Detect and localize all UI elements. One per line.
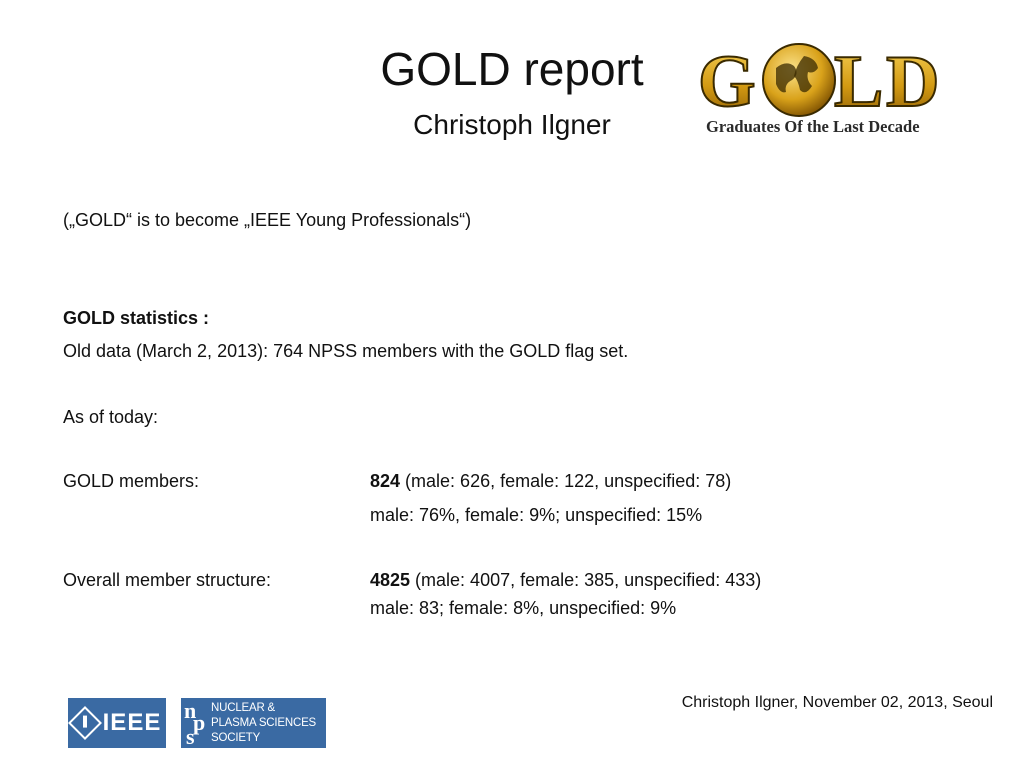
overall-total: 4825 <box>370 570 411 590</box>
svg-text:D: D <box>886 41 940 123</box>
npss-emblem-icon: n p s <box>184 698 206 749</box>
gold-members-total: 824 <box>370 471 401 491</box>
gold-members-percent: male: 76%, female: 9%; unspecified: 15% <box>370 505 703 525</box>
footer-text: Christoph Ilgner, November 02, 2013, Seoul <box>681 694 993 711</box>
stats-heading: GOLD statistics : <box>63 308 210 328</box>
npss-line-1: NUCLEAR & <box>211 701 276 714</box>
gold-tagline: Graduates Of the Last Decade <box>706 117 920 136</box>
overall-breakdown: (male: 4007, female: 385, unspecified: 433) <box>410 570 762 590</box>
ieee-logo <box>68 698 166 748</box>
gold-members-breakdown: (male: 626, female: 122, unspecified: 78) <box>400 471 732 491</box>
gold-logo <box>696 38 968 140</box>
svg-text:L: L <box>834 41 884 123</box>
ieee-wordmark: IEEE <box>102 709 162 736</box>
npss-line-2: PLASMA SCIENCES <box>211 716 317 729</box>
slide-title: GOLD report <box>380 43 644 95</box>
overall-percent: male: 83; female: 8%, unspecified: 9% <box>370 598 677 618</box>
gold-members-values <box>370 469 731 493</box>
old-data-line: Old data (March 2, 2013): 764 NPSS members with the GOLD flag set. <box>63 341 629 361</box>
ieee-diamond-icon <box>68 706 102 740</box>
npss-logo <box>181 698 326 748</box>
slide-subtitle: Christoph Ilgner <box>413 109 611 140</box>
npss-wordmark <box>211 701 316 746</box>
young-professionals-note: („GOLD“ is to become „IEEE Young Professionals“) <box>63 210 472 230</box>
overall-structure-label: Overall member structure: <box>63 570 272 590</box>
gold-members-label: GOLD members: <box>63 471 200 491</box>
as-of-today-label: As of today: <box>63 407 159 427</box>
svg-text:G: G <box>698 41 756 123</box>
npss-line-3: SOCIETY <box>211 731 261 744</box>
overall-structure-values <box>370 568 761 592</box>
